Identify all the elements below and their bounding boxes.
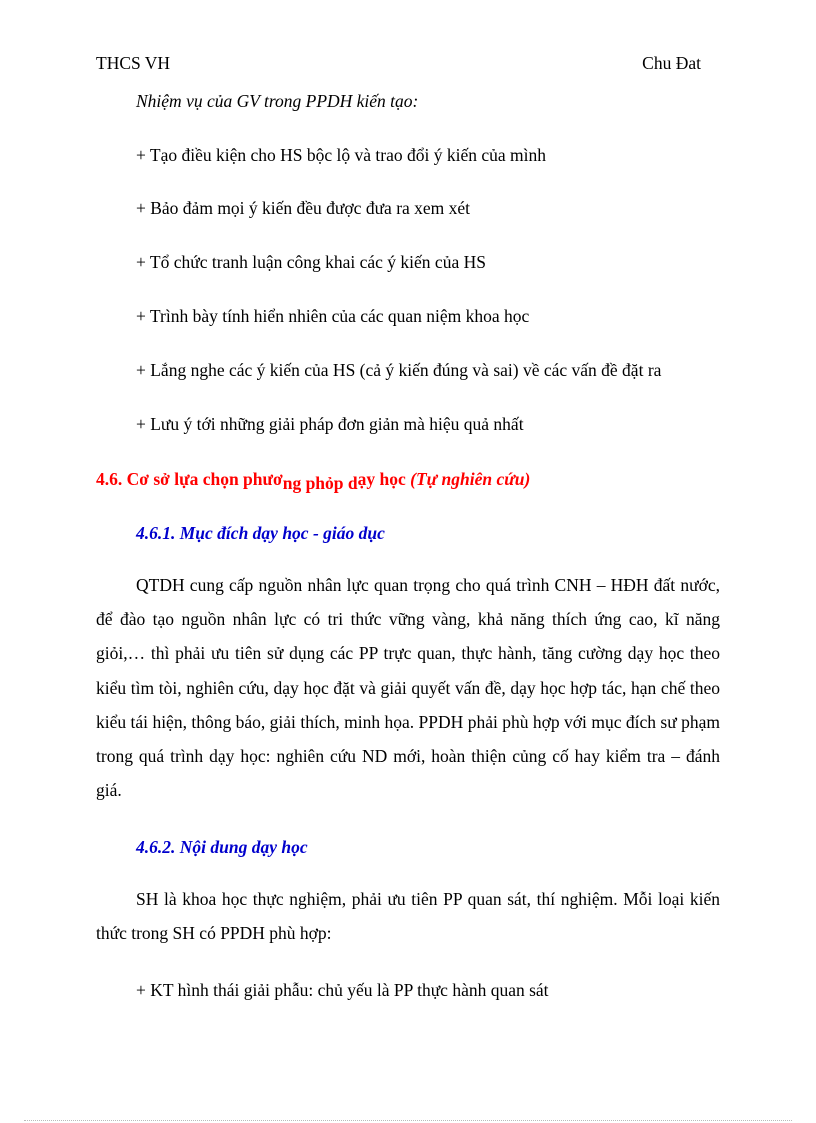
subsection-heading-purpose: 4.6.1. Mục đích dạy học - giáo dục <box>136 523 385 543</box>
header-author: Chu Đat <box>642 53 701 73</box>
paragraph-purpose: QTDH cung cấp nguồn nhân lực quan trọng cho quá trình CNH – HĐH đất nước, để đào tạo nguồn nhân lực có tri thức vững vàng, khả năng thích ứng cao, kĩ năng giỏi,… thì phải ưu tiên sử dụng các PP trực quan, thực hành, tăng cường dạy học theo kiểu tìm tòi, nghiên cứu, dạy học đặt và giải quyết vấn đề, dạy học hợp tác, hạn chế theo kiểu tái hiện, thông báo, giải thích, minh họa. PPDH phải phù hợp với mục đích sư phạm trong quá trình dạy học: nghiên cứu ND mới, hoàn thiện củng cố hay kiểm tra – đánh giá. <box>96 575 720 801</box>
page-header <box>96 52 701 74</box>
duty-item: + Bảo đảm mọi ý kiến đều được đưa ra xem xét <box>136 198 471 218</box>
page-bottom-edge <box>24 1120 792 1121</box>
duties-intro: Nhiệm vụ của GV trong PPDH kiến tạo: <box>136 91 419 111</box>
duty-item: + Lắng nghe các ý kiến của HS (cả ý kiến đúng và sai) về các vấn đề đặt ra <box>136 360 662 380</box>
section-heading-note: (Tự nghiên cứu) <box>410 469 531 489</box>
section-heading <box>96 468 531 493</box>
section-heading-part3: ạy học <box>357 469 411 489</box>
duty-item: + Lưu ý tới những giải pháp đơn giản mà hiệu quả nhất <box>136 414 524 434</box>
duty-item: + Tạo điều kiện cho HS bộc lộ và trao đổi ý kiến của mình <box>136 145 547 165</box>
duty-item: + Trình bày tính hiển nhiên của các quan niệm khoa học <box>136 306 530 326</box>
header-school: THCS VH <box>96 53 171 73</box>
section-heading-part2: ng phỏp d <box>282 473 358 493</box>
duty-item: + Tổ chức tranh luận công khai các ý kiến của HS <box>136 252 486 272</box>
subsection-heading-content: 4.6.2. Nội dung dạy học <box>136 837 308 857</box>
section-heading-part1: 4.6. Cơ sở lựa chọn phươ <box>96 469 283 489</box>
paragraph-content: SH là khoa học thực nghiệm, phải ưu tiên PP quan sát, thí nghiệm. Mỗi loại kiến thức trong SH có PPDH phù hợp: <box>96 889 720 944</box>
content-item: + KT hình thái giải phẫu: chủ yếu là PP thực hành quan sát <box>136 980 549 1000</box>
